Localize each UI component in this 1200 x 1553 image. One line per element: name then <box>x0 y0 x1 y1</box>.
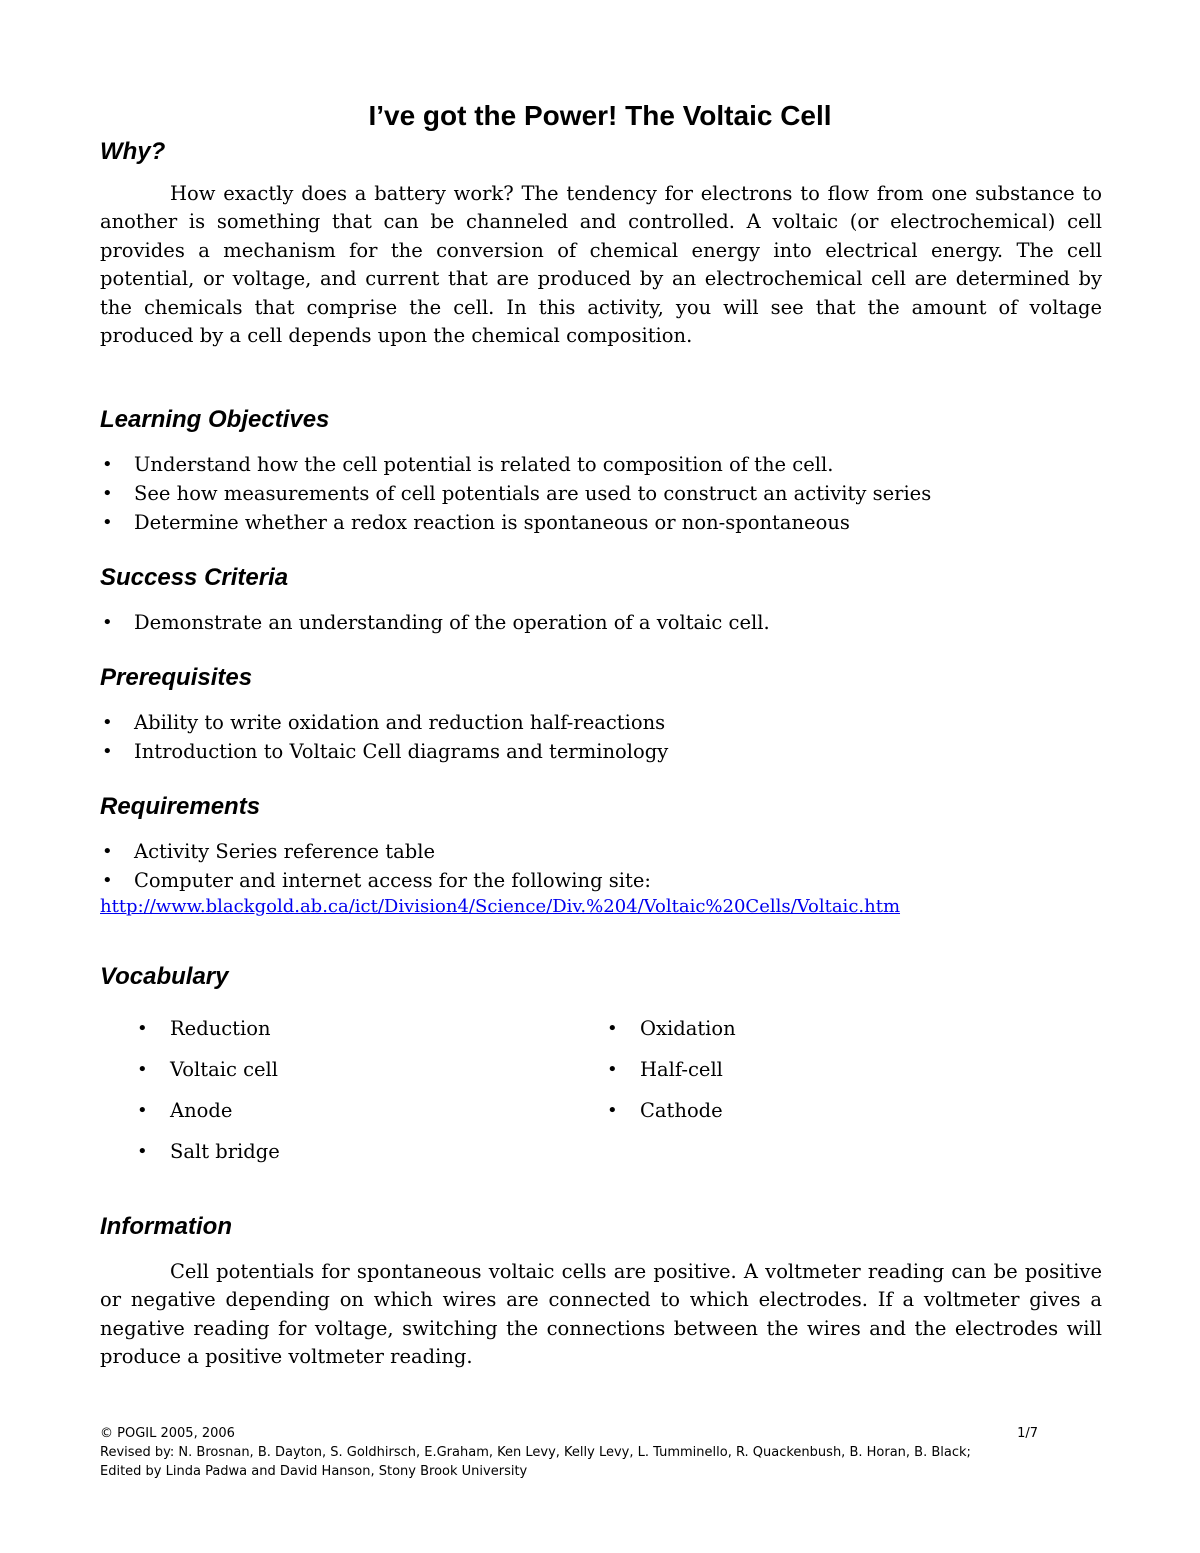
list-item: • Introduction to Voltaic Cell diagrams and terminology <box>100 737 1102 766</box>
revised-by-credits: Revised by: N. Brosnan, B. Dayton, S. Goldhirsch, E.Graham, Ken Levy, Kelly Levy, L. Tumminello, R. Quackenbush, B. Horan, B. Black; <box>100 1445 971 1460</box>
vocabulary-list-left <box>135 1008 535 1172</box>
success-criteria-heading: Success Criteria <box>100 564 289 591</box>
list-item: • Cathode <box>605 1090 1005 1131</box>
information-heading: Information <box>100 1213 232 1240</box>
list-item: • Voltaic cell <box>135 1049 535 1090</box>
learning-objectives-list <box>100 450 1102 537</box>
success-criteria-list <box>100 608 1102 637</box>
list-item: • Reduction <box>135 1008 535 1049</box>
list-item: • Demonstrate an understanding of the operation of a voltaic cell. <box>100 608 1102 637</box>
requirements-list <box>100 837 1102 895</box>
list-item: • Oxidation <box>605 1008 1005 1049</box>
vocabulary-list-right <box>605 1008 1005 1131</box>
information-paragraph: Cell potentials for spontaneous voltaic cells are positive. A voltmeter reading can be positive or negative depending on which wires are connected to which electrodes. If a voltmeter gives a negative reading for voltage, switching the connections between the wires and the electrodes will produce a positive voltmeter reading. <box>100 1260 1102 1369</box>
page-footer <box>100 1424 1102 1481</box>
information-section <box>100 1258 1102 1372</box>
learning-objectives-heading: Learning Objectives <box>100 406 330 433</box>
why-heading: Why? <box>100 138 166 165</box>
voltaic-cells-link[interactable]: http://www.blackgold.ab.ca/ict/Division4/Science/Div.%204/Voltaic%20Cells/Voltaic.htm <box>100 896 901 917</box>
copyright-notice: © POGIL 2005, 2006 <box>100 1426 235 1441</box>
page-number: 1/7 <box>1017 1426 1038 1441</box>
list-item: • Salt bridge <box>135 1131 535 1172</box>
list-item: • Anode <box>135 1090 535 1131</box>
list-item: • Activity Series reference table <box>100 837 1102 866</box>
list-item: • Half-cell <box>605 1049 1005 1090</box>
why-section <box>100 180 1102 350</box>
list-item: • Ability to write oxidation and reduction half-reactions <box>100 708 1102 737</box>
prerequisites-heading: Prerequisites <box>100 664 253 691</box>
list-item: • See how measurements of cell potentials are used to construct an activity series <box>100 479 1102 508</box>
list-item: • Determine whether a redox reaction is spontaneous or non-spontaneous <box>100 508 1102 537</box>
why-paragraph: How exactly does a battery work? The tendency for electrons to flow from one substance to another is something that can be channeled and controlled. A voltaic (or electrochemical) cell provides a mechanism for the conversion of chemical energy into electrical energy. The cell potential, or voltage, and current that are produced by an electrochemical cell are determined by the chemicals that comprise the cell. In this activity, you will see that the amount of voltage produced by a cell depends upon the chemical composition. <box>100 182 1102 348</box>
requirements-heading: Requirements <box>100 793 261 820</box>
list-item: • Understand how the cell potential is related to composition of the cell. <box>100 450 1102 479</box>
page-title: I’ve got the Power! The Voltaic Cell <box>368 100 832 131</box>
list-item: • Computer and internet access for the following site: <box>100 866 1102 895</box>
prerequisites-list <box>100 708 1102 766</box>
edited-by-credits: Edited by Linda Padwa and David Hanson, Stony Brook University <box>100 1464 528 1479</box>
vocabulary-heading: Vocabulary <box>100 963 229 990</box>
